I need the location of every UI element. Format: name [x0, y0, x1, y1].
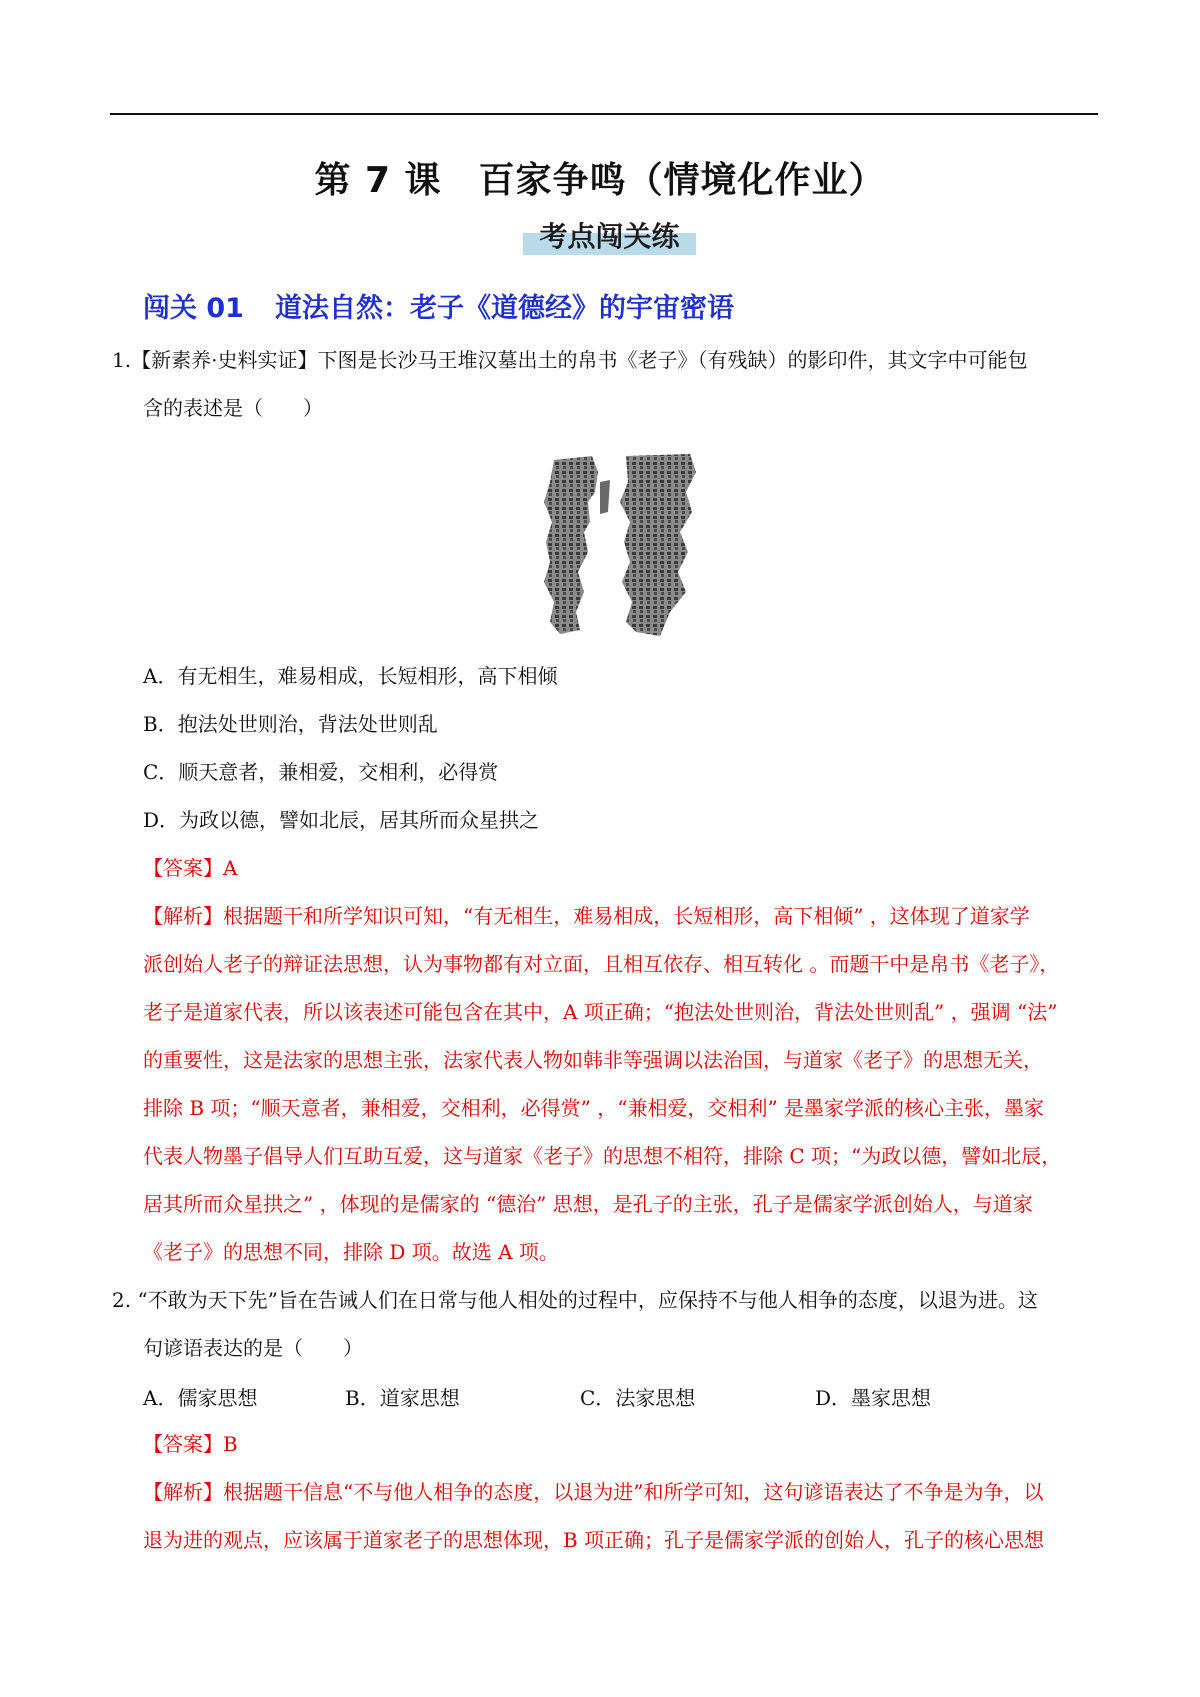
q2-option-d: D．墨家思想: [815, 1386, 932, 1410]
q1-analysis-line: 居其所而众星拱之” ，体现的是儒家的 “德治” 思想，是孔子的主张，孔子是儒家学派创始人，与道家: [143, 1192, 1033, 1216]
q1-stem-line-1: 1.【新素养·史料实证】下图是长沙马王堆汉墓出土的帛书《老子》（有残缺）的影印件，其文字中可能包: [112, 348, 1028, 372]
section-badge: [523, 215, 696, 259]
header-rule: [110, 113, 1098, 115]
section-number: 闯关 01: [143, 293, 244, 324]
q1-option-b: B．抱法处世则治，背法处世则乱: [143, 712, 438, 736]
section-title: 道法自然：老子《道德经》的宇宙密语: [275, 293, 734, 324]
q1-option-a: A．有无相生，难易相成，长短相形，高下相倾: [143, 664, 558, 688]
manuscript-fragment-left: [544, 456, 598, 634]
q2-stem-line-1: 2. “不敢为天下先”旨在告诫人们在日常与他人相处的过程中，应保持不与他人相争的态度，以退为进。这: [112, 1288, 1038, 1312]
q1-analysis-line: 代表人物墨子倡导人们互助互爱，这与道家《老子》的思想不相符，排除 C 项；“为政以德，譬如北辰，: [143, 1144, 1062, 1168]
q2-option-b: B．道家思想: [345, 1386, 460, 1410]
q1-analysis-line: 派创始人老子的辩证法思想，认为事物都有对立面，且相互依存、相互转化 。而题干中是帛书《老子》，: [143, 952, 1060, 976]
q1-option-d: D．为政以德，譬如北辰，居其所而众星拱之: [143, 808, 540, 832]
q2-analysis-line: 【解析】根据题干信息“不与他人相争的态度，以退为进”和所学可知，这句谚语表达了不争是为争，以: [143, 1480, 1044, 1504]
q2-analysis-line: 退为进的观点，应该属于道家老子的思想体现，B 项正确；孔子是儒家学派的创始人，孔子的核心思想: [143, 1528, 1045, 1552]
q1-answer: 【答案】A: [143, 856, 238, 880]
q2-option-c: C．法家思想: [580, 1386, 696, 1410]
q2-option-a: A．儒家思想: [143, 1386, 258, 1410]
q1-analysis-line: 老子是道家代表，所以该表述可能包含在其中，A 项正确；“抱法处世则治，背法处世则乱” ，强调 “法”: [143, 1000, 1058, 1024]
q1-option-c: C．顺天意者，兼相爱，交相利，必得赏: [143, 760, 499, 784]
section-heading: [143, 286, 734, 325]
q1-analysis-line: 排除 B 项；“顺天意者，兼相爱，交相利，必得赏” ，“兼相爱，交相利” 是墨家学派的核心主张，墨家: [143, 1096, 1045, 1120]
silk-manuscript-image: [540, 452, 702, 636]
q1-analysis-line: 【解析】根据题干和所学知识可知，“有无相生，难易相成，长短相形，高下相倾” ，这体现了道家学: [143, 904, 1030, 928]
q1-stem-line-2: 含的表述是（ ）: [143, 396, 323, 420]
q1-analysis-line: 《老子》的思想不同，排除 D 项。故选 A 项。: [143, 1240, 559, 1264]
q1-analysis-line: 的重要性，这是法家的思想主张，法家代表人物如韩非等强调以法治国，与道家《老子》的思想无关，: [143, 1048, 1043, 1072]
manuscript-fragment-right: [620, 454, 696, 636]
q2-answer: 【答案】B: [143, 1432, 238, 1456]
q2-stem-line-2: 句谚语表达的是（ ）: [143, 1336, 363, 1360]
badge-label: 考点闯关练: [539, 220, 680, 253]
page-title: 第 7 课 百家争鸣（情境化作业）: [314, 160, 886, 201]
